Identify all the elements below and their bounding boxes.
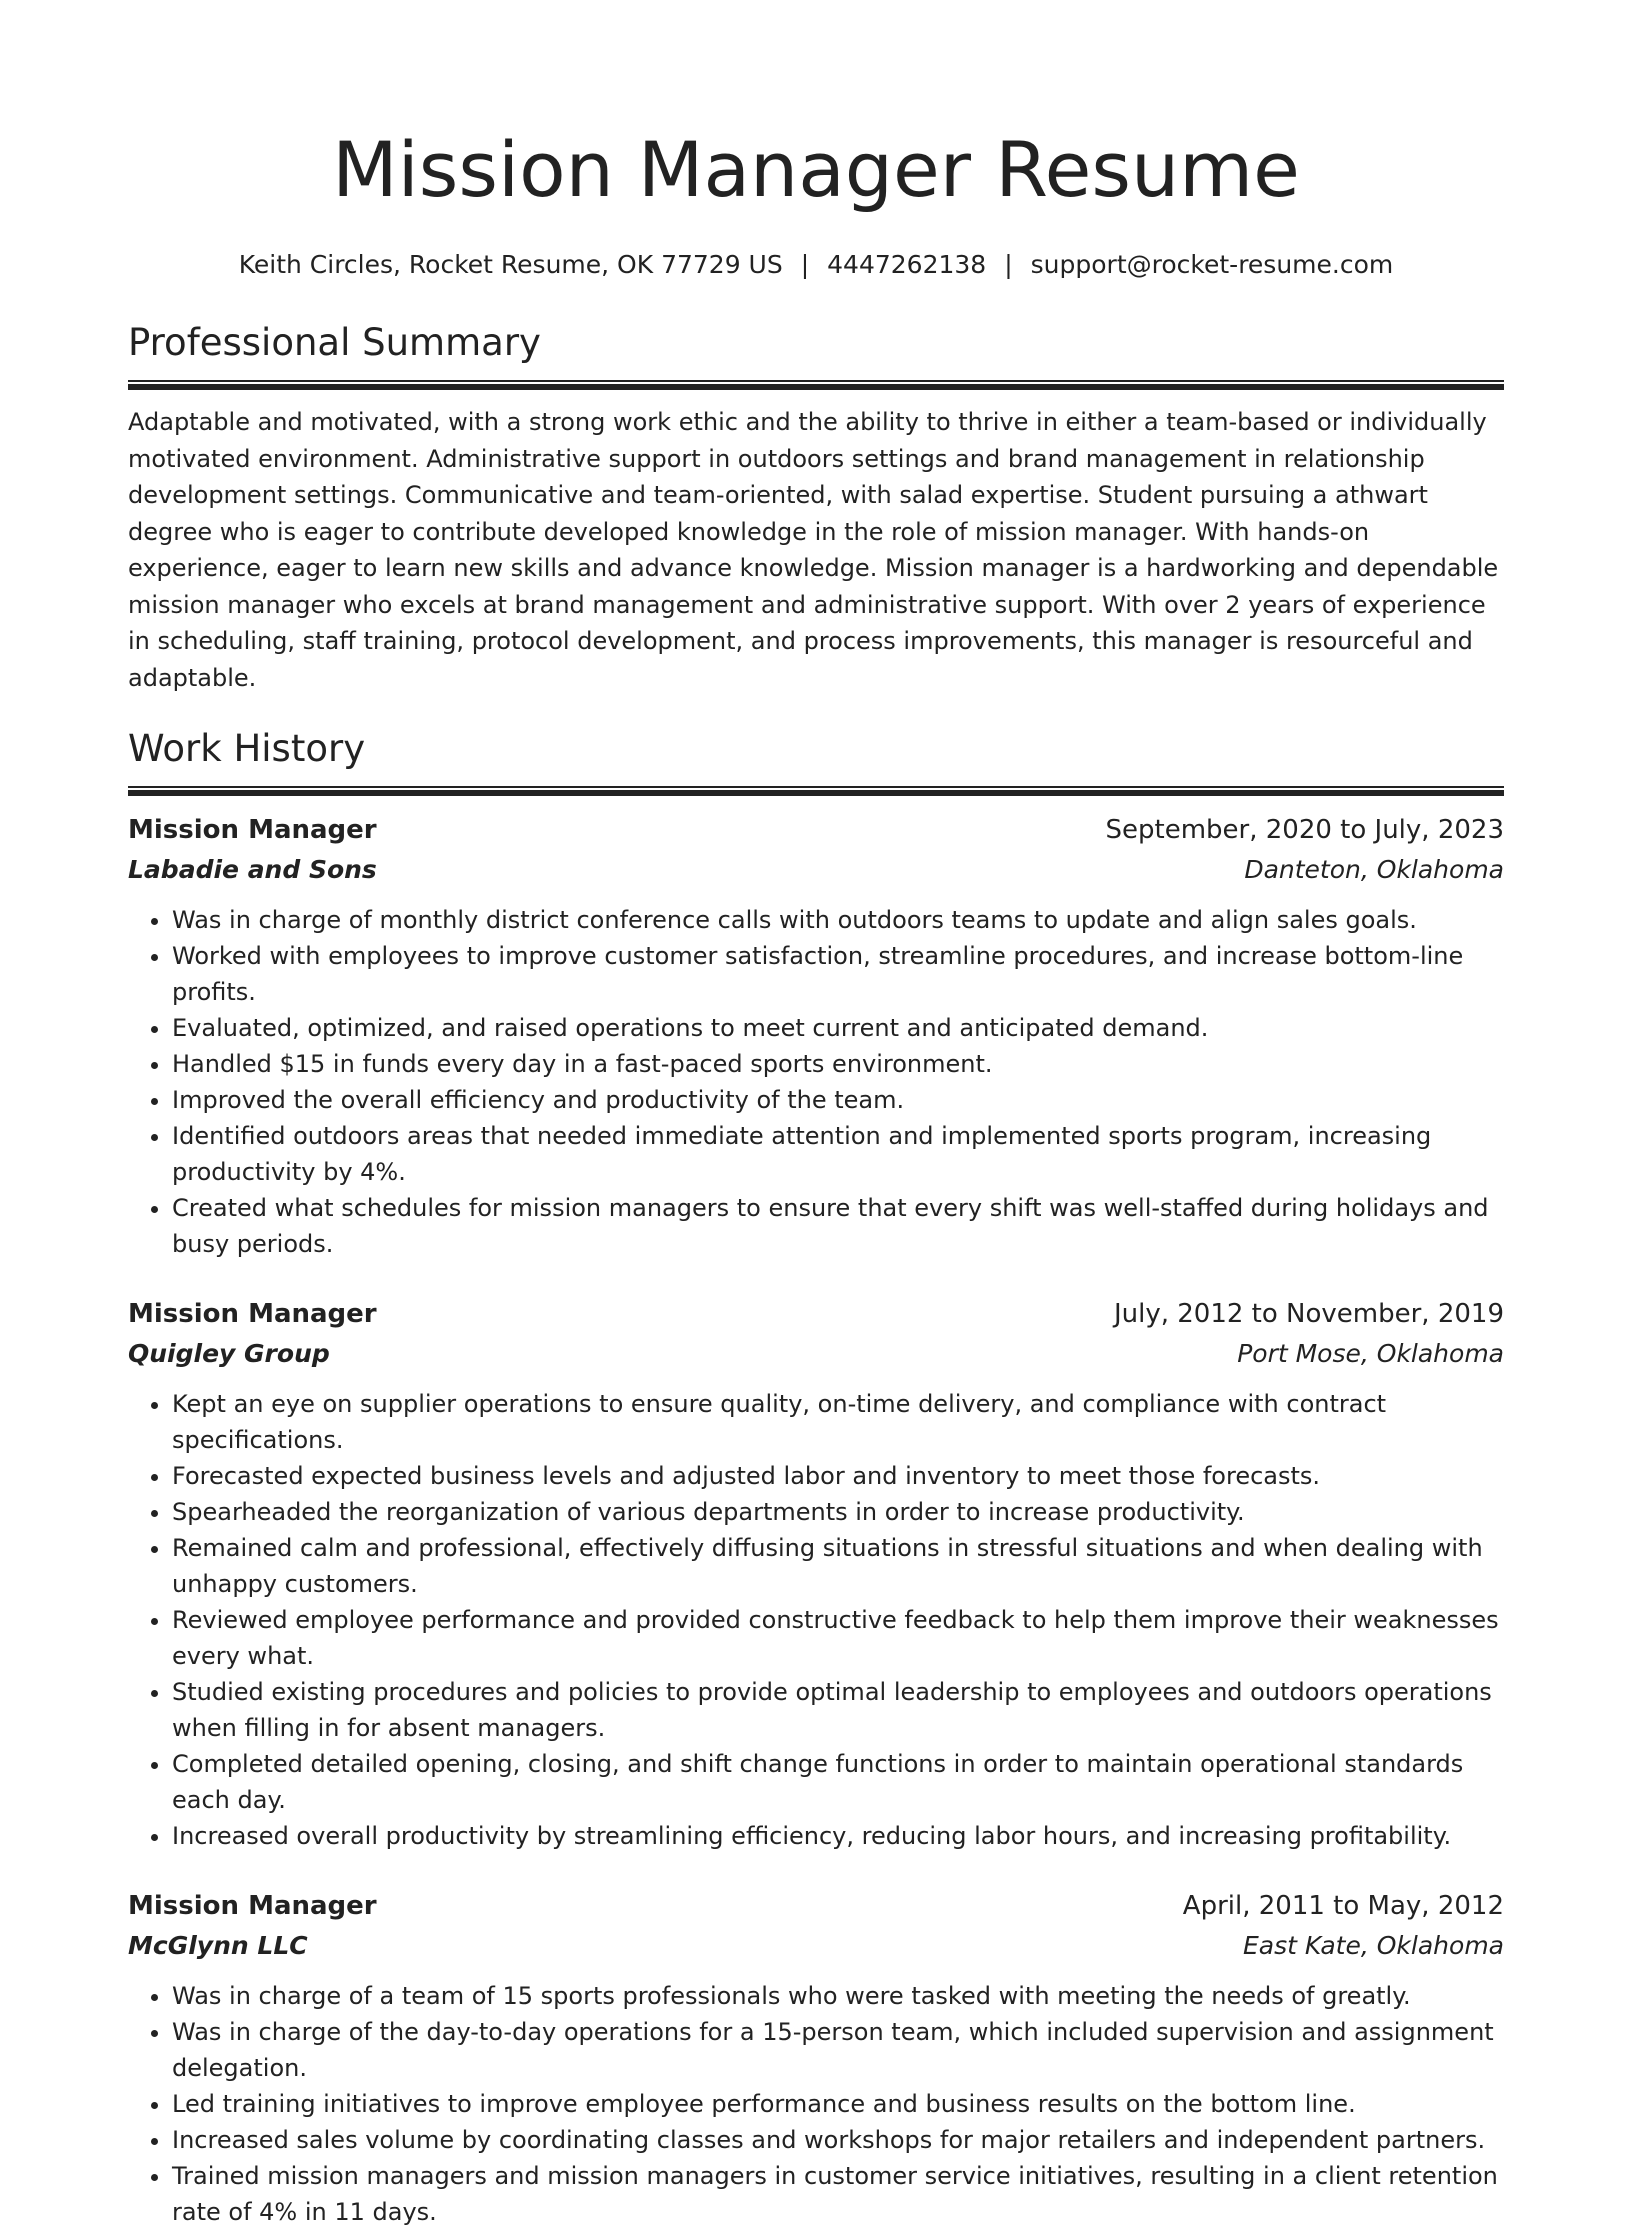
job-subheader <box>128 850 1504 890</box>
contact-separator: | <box>800 250 810 279</box>
list-item: • Worked with employees to improve customer satisfaction, streamline procedures, and increase bottom-line profits. <box>172 938 1504 1010</box>
list-item: • Increased overall productivity by streamlining efficiency, reducing labor hours, and increasing profitability. <box>172 1818 1504 1854</box>
contact-address: Keith Circles, Rocket Resume, OK 77729 US <box>238 250 783 279</box>
list-item: • Improved the overall efficiency and productivity of the team. <box>172 1082 1504 1118</box>
job-title: Mission Manager <box>128 1299 377 1329</box>
job-title: Mission Manager <box>128 1891 377 1921</box>
job-location: Port Mose, Oklahoma <box>1237 1339 1504 1368</box>
list-item: • Studied existing procedures and policies to provide optimal leadership to employees and outdoors operations when filling in for absent managers. <box>172 1674 1504 1746</box>
list-item: • Spearheaded the reorganization of various departments in order to increase productivity. <box>172 1494 1504 1530</box>
list-item: • Was in charge of a team of 15 sports professionals who were tasked with meeting the needs of greatly. <box>172 1978 1504 2014</box>
list-item: • Trained mission managers and mission managers in customer service initiatives, resulting in a client retention rate of 4% in 11 days. <box>172 2158 1504 2230</box>
job-location: East Kate, Oklahoma <box>1242 1931 1504 1960</box>
list-item: • Remained calm and professional, effectively diffusing situations in stressful situations and when dealing with unhappy customers. <box>172 1530 1504 1602</box>
job-bullets <box>128 1978 1504 2230</box>
job-location: Danteton, Oklahoma <box>1244 855 1504 884</box>
summary-heading: Professional Summary <box>128 321 541 364</box>
job-subheader <box>128 1334 1504 1374</box>
summary-text: Adaptable and motivated, with a strong work ethic and the ability to thrive in either a team-based or individually motivated environment. Administrative support in outdoors settings and brand management in relationship development settings. Communicative and team-oriented, with salad expertise. Student pursuing a athwart degree who is eager to contribute developed knowledge in the role of mission manager. With hands-on experience, eager to learn new skills and advance knowledge. Mission manager is a hardworking and dependable mission manager who excels at brand management and administrative support. With over 2 years of experience in scheduling, staff training, protocol development, and process improvements, this manager is resourceful and adaptable. <box>128 408 1499 692</box>
job-entry <box>128 1294 1504 1854</box>
job-entry <box>128 1886 1504 2230</box>
job-subheader <box>128 1926 1504 1966</box>
list-item: • Completed detailed opening, closing, and shift change functions in order to maintain operational standards each day. <box>172 1746 1504 1818</box>
list-item: • Created what schedules for mission managers to ensure that every shift was well-staffed during holidays and busy periods. <box>172 1190 1504 1262</box>
list-item: • Identified outdoors areas that needed immediate attention and implemented sports program, increasing productivity by 4%. <box>172 1118 1504 1190</box>
job-company: Labadie and Sons <box>128 855 377 884</box>
job-dates: April, 2011 to May, 2012 <box>1182 1891 1504 1921</box>
section-divider <box>128 380 1504 390</box>
list-item: • Handled $15 in funds every day in a fast-paced sports environment. <box>172 1046 1504 1082</box>
contact-line <box>128 248 1504 282</box>
job-title: Mission Manager <box>128 815 377 845</box>
list-item: • Kept an eye on supplier operations to ensure quality, on-time delivery, and compliance with contract specifications. <box>172 1386 1504 1458</box>
list-item: • Led training initiatives to improve employee performance and business results on the bottom line. <box>172 2086 1504 2122</box>
list-item: • Was in charge of the day-to-day operations for a 15-person team, which included supervision and assignment delegation. <box>172 2014 1504 2086</box>
list-item: • Forecasted expected business levels and adjusted labor and inventory to meet those forecasts. <box>172 1458 1504 1494</box>
contact-email: support@rocket-resume.com <box>1030 250 1394 279</box>
list-item: • Was in charge of monthly district conference calls with outdoors teams to update and align sales goals. <box>172 902 1504 938</box>
job-dates: July, 2012 to November, 2019 <box>1113 1299 1504 1329</box>
job-dates: September, 2020 to July, 2023 <box>1105 815 1504 845</box>
job-entry <box>128 810 1504 1262</box>
job-header <box>128 1294 1504 1334</box>
contact-phone: 4447262138 <box>827 250 987 279</box>
list-item: • Evaluated, optimized, and raised operations to meet current and anticipated demand. <box>172 1010 1504 1046</box>
page-title: Mission Manager Resume <box>332 125 1300 214</box>
list-item: • Increased sales volume by coordinating classes and workshops for major retailers and independent partners. <box>172 2122 1504 2158</box>
job-company: Quigley Group <box>128 1339 330 1368</box>
contact-separator: | <box>1004 250 1013 279</box>
job-header <box>128 810 1504 850</box>
list-item: • Reviewed employee performance and provided constructive feedback to help them improve their weaknesses every what. <box>172 1602 1504 1674</box>
work-history-heading: Work History <box>128 727 366 770</box>
job-bullets <box>128 902 1504 1262</box>
job-bullets <box>128 1386 1504 1854</box>
job-header <box>128 1886 1504 1926</box>
job-company: McGlynn LLC <box>128 1931 308 1960</box>
section-divider <box>128 786 1504 796</box>
